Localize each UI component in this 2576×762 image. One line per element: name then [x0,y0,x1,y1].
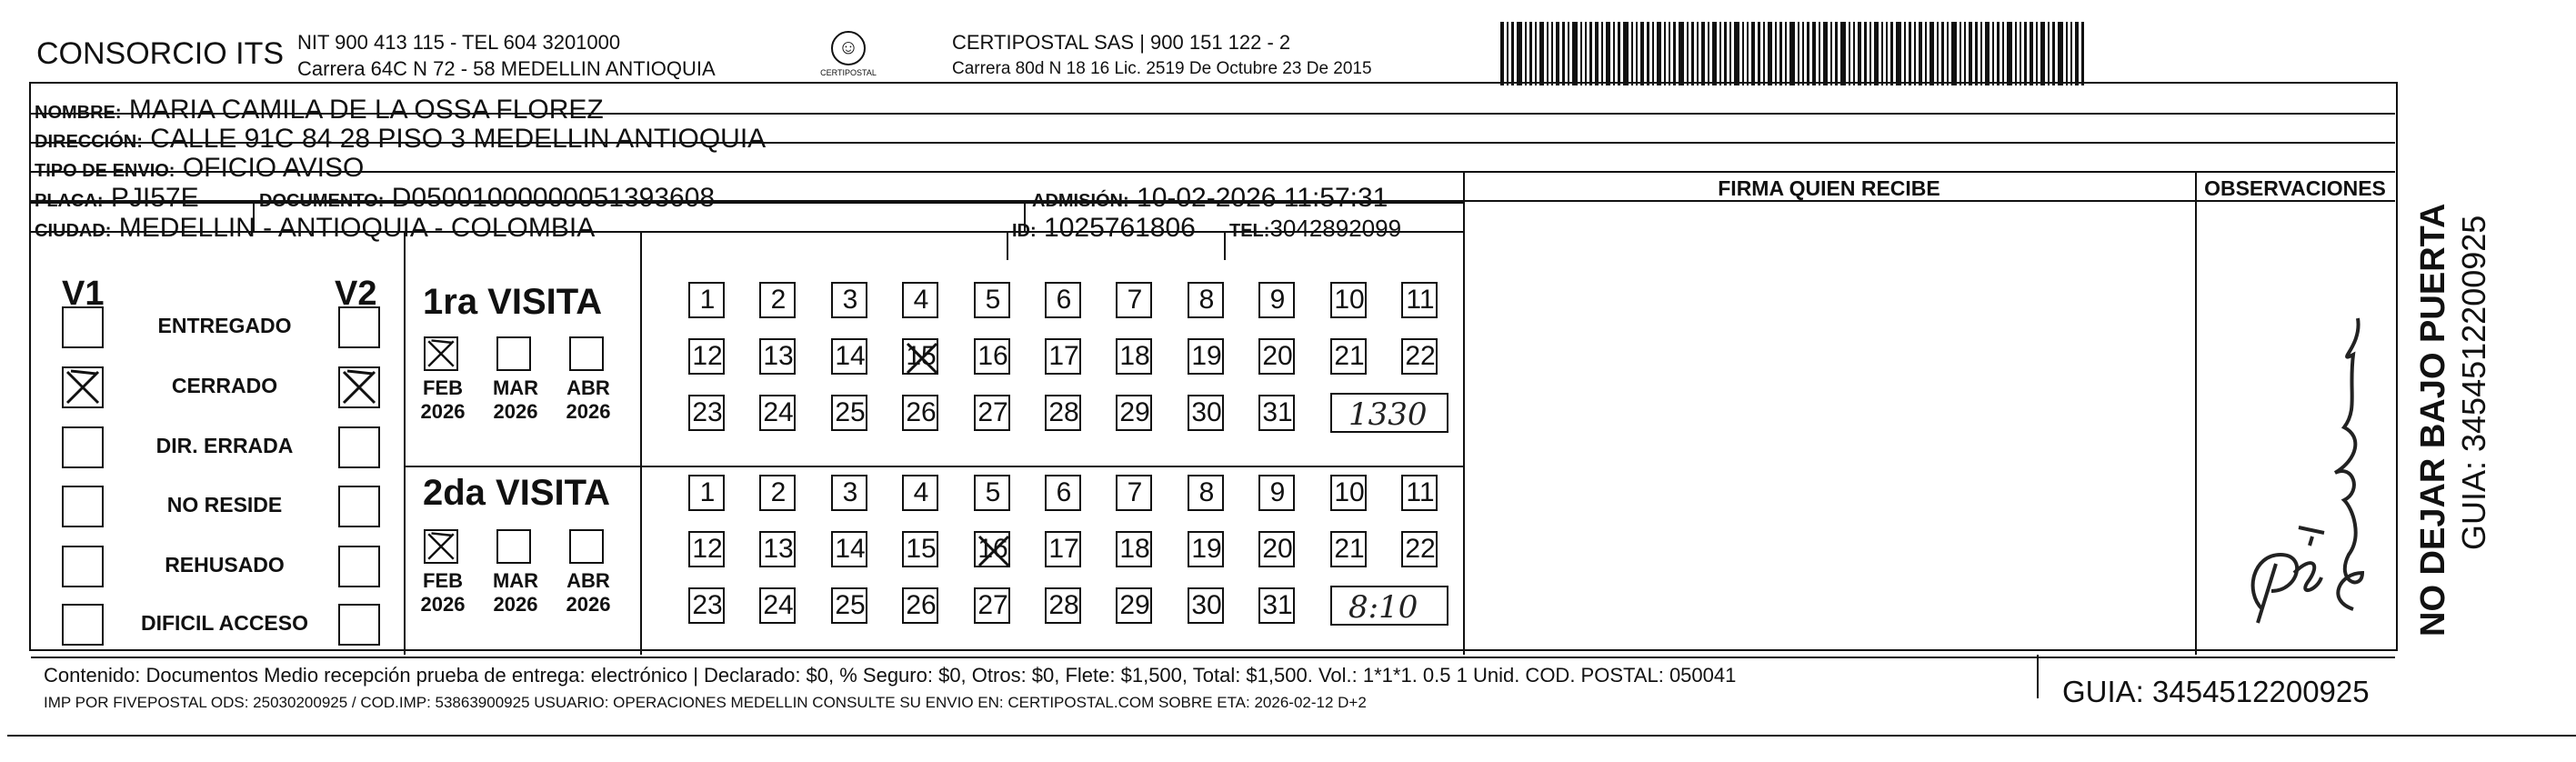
day-box[interactable]: 24 [759,587,796,624]
day-box[interactable]: 8 [1188,475,1224,511]
barcode-bar [1789,22,1795,85]
barcode-bar [1734,22,1739,85]
barcode-bar [1701,22,1705,85]
nombre-value: MARIA CAMILA DE LA OSSA FLOREZ [128,95,604,125]
barcode-bar [1747,22,1749,85]
month-label: FEB 2026 [420,376,466,423]
day-box[interactable]: 29 [1116,395,1152,431]
day-box[interactable]: 23 [688,587,725,624]
certipostal-logo [807,31,889,77]
day-box[interactable]: 8 [1188,282,1224,318]
logo-icon: ☺ [831,31,866,65]
status-label: NO RESIDE [166,493,283,516]
barcode-bar [1992,22,1994,85]
documento-field [259,185,715,215]
day-box[interactable]: 27 [974,395,1010,431]
barcode-bar [1874,22,1879,85]
barcode-bar [1631,22,1633,85]
tel-label: TEL: [1229,221,1270,241]
day-mark-icon [976,533,1012,569]
barcode-bar [2058,22,2063,85]
day-box[interactable]: 13 [759,531,796,567]
barcode-bar [2075,22,2079,85]
status-label: ENTREGADO [157,314,292,337]
barcode-bar [1798,22,1799,85]
barcode-bar [1985,22,1990,85]
company-info [297,29,716,82]
direccion-value: CALLE 91C 84 28 PISO 3 MEDELLIN ANTIOQUIA [150,124,767,154]
day-mark-icon [904,340,940,376]
barcode-bar [1580,22,1582,85]
day-box[interactable]: 9 [1258,475,1295,511]
barcode-bar [1673,22,1676,85]
barcode-bar [1819,22,1820,85]
barcode-bar [2002,22,2004,85]
day-box[interactable]: 12 [688,338,725,375]
day-box[interactable]: 4 [902,475,938,511]
day-box[interactable]: 28 [1045,395,1081,431]
logo-text: CERTIPOSTAL [820,68,877,77]
day-box[interactable]: 9 [1258,282,1295,318]
barcode-bar [1613,22,1615,85]
day-box[interactable]: 1 [688,282,725,318]
day-box[interactable]: 12 [688,531,725,567]
barcode-bar [1652,22,1654,85]
day-box[interactable]: 28 [1045,587,1081,624]
day-box[interactable]: 15 [902,531,938,567]
v1-checkbox-dir-errada[interactable] [62,426,104,468]
day-box[interactable]: 25 [831,395,867,431]
id-field [1012,215,1196,245]
day-box[interactable]: 2 [759,282,796,318]
barcode-bar [1864,22,1867,85]
tipo-envio-value: OFICIO AVISO [182,153,365,183]
month-checkbox-abr[interactable] [569,529,604,564]
day-box[interactable]: 3 [831,475,867,511]
v2-checkbox-rehusado[interactable] [338,546,380,587]
barcode-bar [1785,22,1787,85]
day-box[interactable]: 19 [1188,338,1224,375]
barcode-bar [1572,22,1578,85]
barcode-bar [1568,22,1569,85]
firma-header: FIRMA QUIEN RECIBE [1718,176,1940,200]
barcode-bar [1589,22,1592,85]
company-address: Carrera 64C N 72 - 58 MEDELLIN ANTIOQUIA [297,57,716,80]
barcode-bar [1724,22,1727,85]
day-box[interactable]: 24 [759,395,796,431]
barcode-bar [1951,22,1957,85]
day-box[interactable]: 18 [1116,531,1152,567]
footer-guia: GUIA: 3454512200925 [2062,675,2370,708]
day-box[interactable]: 7 [1116,475,1152,511]
barcode-bar [2081,22,2084,85]
barcode-bar [1869,22,1871,85]
barcode-bar [1858,22,1861,85]
barcode-bar [1937,22,1939,85]
documento-value: D05001000000051393608 [391,183,716,213]
courier-address: Carrera 80d N 18 16 Lic. 2519 De Octubre 23 De 2015 [952,59,1372,78]
ciudad-field [35,215,595,245]
month-label: MAR 2026 [492,569,539,616]
barcode-bar [1517,22,1522,85]
nombre-label: NOMBRE: [35,103,122,123]
courier-info [952,29,1372,82]
barcode-bar [2040,22,2045,85]
barcode-bar [1758,22,1760,85]
barcode-bar [1729,22,1731,85]
barcode-bar [2066,22,2068,85]
barcode-bar [1853,22,1855,85]
day-box[interactable]: 21 [1330,531,1367,567]
barcode-bar [1840,22,1846,85]
day-box[interactable]: 31 [1258,587,1295,624]
day-box[interactable]: 5 [974,282,1010,318]
barcode-bar [1708,22,1709,85]
barcode-bar [1919,22,1922,85]
barcode-bar [1669,22,1670,85]
barcode-bar [1551,22,1553,85]
barcode-bar [1807,22,1809,85]
day-box[interactable]: 7 [1116,282,1152,318]
day-box[interactable]: 17 [1045,338,1081,375]
barcode-bar [1980,22,1982,85]
day-box[interactable]: 31 [1258,395,1295,431]
barcode-bar [1904,22,1906,85]
day-box[interactable]: 30 [1188,395,1224,431]
barcode-bar [1929,22,1934,85]
barcode-bar [1500,22,1504,85]
barcode-bar [1556,22,1559,85]
barcode-bar [1914,22,1916,85]
status-label: DIFICIL ACCESO [140,611,308,635]
barcode-bar [1606,22,1610,85]
month-label: ABR 2026 [566,569,611,616]
barcode-bar [2030,22,2033,85]
id-label: ID: [1012,221,1037,241]
day-box[interactable]: 26 [902,395,938,431]
company-name: CONSORCIO ITS [36,36,285,71]
barcode-bar [1742,22,1744,85]
barcode-bar [1623,22,1629,85]
barcode-bar [1712,22,1717,85]
side-guia: GUIA: 3454512200925 [2455,215,2492,550]
day-box[interactable]: 15 [902,338,938,375]
month-label: FEB 2026 [420,569,466,616]
day-box[interactable]: 26 [902,587,938,624]
barcode-bar [1812,22,1816,85]
day-box[interactable]: 19 [1188,531,1224,567]
ciudad-value: MEDELLIN - ANTIOQUIA - COLOMBIA [118,213,596,243]
barcode-bar [1941,22,1944,85]
barcode-bar [1947,22,1949,85]
handwritten-time-box[interactable] [1330,586,1448,626]
barcode-bar [1881,22,1883,85]
barcode-bar [1511,22,1514,85]
barcode-bar [1664,22,1666,85]
day-box[interactable]: 18 [1116,338,1152,375]
barcode-bar [1539,22,1544,85]
v1-checkbox-entregado[interactable] [62,306,104,348]
day-box[interactable]: 22 [1401,338,1438,375]
day-box[interactable]: 29 [1116,587,1152,624]
v2-checkbox-cerrado[interactable] [338,366,380,408]
day-box[interactable]: 22 [1401,531,1438,567]
admision-field [1032,185,1388,215]
v2-title: V2 [335,275,377,313]
day-box[interactable]: 23 [688,395,725,431]
day-box[interactable]: 6 [1045,282,1081,318]
barcode-bar [1719,22,1721,85]
barcode-bar [1909,22,1911,85]
barcode-bar [1802,22,1804,85]
barcode-bar [1925,22,1927,85]
day-box[interactable]: 16 [974,531,1010,567]
v1-checkbox-rehusado[interactable] [62,546,104,587]
barcode-bar [2052,22,2055,85]
tipo-envio-label: TIPO DE ENVIO: [35,161,175,181]
v2-checkbox-dificil-acceso[interactable] [338,604,380,646]
day-box[interactable]: 27 [974,587,1010,624]
id-value: 1025761806 [1044,213,1196,243]
barcode-bar [1964,22,1966,85]
barcode-bar [1525,22,1527,85]
day-box[interactable]: 4 [902,282,938,318]
placa-label: PLACA: [35,191,104,211]
barcode-bar [1636,22,1638,85]
barcode-bar [1768,22,1772,85]
barcode-bar [1647,22,1649,85]
day-box[interactable]: 14 [831,531,867,567]
month-checkbox-mar[interactable] [496,336,531,371]
barcode-bar [1657,22,1661,85]
barcode-bar [2007,22,2012,85]
visit2-title: 2da VISITA [423,473,610,513]
observacion-signature [2226,264,2381,627]
v1-checkbox-no-reside[interactable] [62,486,104,527]
day-box[interactable]: 20 [1258,531,1295,567]
barcode-bar [1691,22,1694,85]
barcode-bar [1640,22,1644,85]
admision-value: 10-02-2026 11:57:31 [1137,183,1388,213]
day-box[interactable]: 5 [974,475,1010,511]
status-label: CERRADO [171,374,278,397]
barcode-bar [1896,22,1901,85]
v1-checkbox-dificil-acceso[interactable] [62,604,104,646]
handwritten-time-box[interactable] [1330,393,1448,433]
barcode-bar [1535,22,1537,85]
ciudad-label: CIUDAD: [35,221,112,241]
v2-checkbox-no-reside[interactable] [338,486,380,527]
status-label: DIR. ERRADA [155,434,294,457]
barcode-bar [1960,22,1961,85]
admision-label: ADMISIÓN: [1032,191,1129,211]
day-box[interactable]: 11 [1401,282,1438,318]
footer-print-info: IMP POR FIVEPOSTAL ODS: 25030200925 / COD.IMP: 53863900925 USUARIO: OPERACIONES MEDELLIN CONSULTE SU ENVIO EN: CERTIPOSTAL.COM SOBRE ETA: 2026-02-12 D+2 [44,694,1367,711]
placa-field [35,185,199,215]
month-checkbox-mar[interactable] [496,529,531,564]
barcode-bar [2024,22,2027,85]
barcode-bar [1687,22,1689,85]
barcode-bar [1835,22,1838,85]
v2-checkbox-dir-errada[interactable] [338,426,380,468]
barcode-bar [1890,22,1893,85]
barcode-bar [1830,22,1832,85]
v1-checkbox-cerrado[interactable] [62,366,104,408]
barcode-bar [1507,22,1509,85]
day-box[interactable]: 11 [1401,475,1438,511]
day-box[interactable]: 1 [688,475,725,511]
barcode-bar [1547,22,1549,85]
day-box[interactable]: 20 [1258,338,1295,375]
barcode-bar [1529,22,1532,85]
barcode-bar [1763,22,1765,85]
barcode-bar [1975,22,1978,85]
day-box[interactable]: 13 [759,338,796,375]
day-box[interactable]: 16 [974,338,1010,375]
day-box[interactable]: 6 [1045,475,1081,511]
day-box[interactable]: 3 [831,282,867,318]
day-box[interactable]: 21 [1330,338,1367,375]
day-box[interactable]: 30 [1188,587,1224,624]
tel-field [1229,215,1401,245]
observaciones-header: OBSERVACIONES [2204,176,2386,200]
handwritten-time: 8:10 [1348,589,1418,626]
tipo-envio-field [35,155,364,185]
barcode-bar [1697,22,1699,85]
barcode-bar [1562,22,1565,85]
barcode-bar [1601,22,1603,85]
barcode-bar [1679,22,1684,85]
barcode-bar [2048,22,2050,85]
barcode [1500,22,2178,85]
v1-title: V1 [62,275,105,313]
day-box[interactable]: 14 [831,338,867,375]
day-box[interactable]: 10 [1330,475,1367,511]
bottom-border [7,735,2576,737]
month-checkbox-feb[interactable] [424,336,458,371]
placa-value: PJI57E [110,183,199,213]
day-box[interactable]: 10 [1330,282,1367,318]
day-box[interactable]: 17 [1045,531,1081,567]
direccion-field [35,125,766,155]
barcode-bar [2015,22,2017,85]
month-checkbox-feb[interactable] [424,529,458,564]
visit1-title: 1ra VISITA [423,282,603,322]
day-box[interactable]: 2 [759,475,796,511]
barcode-bar [1849,22,1850,85]
barcode-bar [2070,22,2072,85]
barcode-bar [1779,22,1782,85]
barcode-bar [1585,22,1587,85]
barcode-bar [2020,22,2021,85]
barcode-bar [1751,22,1755,85]
barcode-bar [1775,22,1777,85]
month-checkbox-abr[interactable] [569,336,604,371]
barcode-bar [1886,22,1888,85]
handwritten-time: 1330 [1348,396,1428,433]
barcode-bar [1997,22,2000,85]
tel-value: 3042892099 [1269,215,1402,242]
barcode-bar [2036,22,2038,85]
day-box[interactable]: 25 [831,587,867,624]
barcode-bar [1823,22,1828,85]
month-label: ABR 2026 [566,376,611,423]
footer-contents: Contenido: Documentos Medio recepción prueba de entrega: electrónico | Declarado: $0, % Seguro: $0, Otros: $0, Flete: $1,500, Total: $1,500. Vol.: 1*1*1. 0.5 1 Unid. COD. POSTAL: 050041 [44,664,1737,687]
nombre-field [35,96,604,126]
courier-nit: CERTIPOSTAL SAS | 900 151 122 - 2 [952,31,1291,54]
barcode-bar [1618,22,1620,85]
barcode-bar [1595,22,1599,85]
side-warning: NO DEJAR BAJO PUERTA [2414,203,2452,637]
documento-label: DOCUMENTO: [259,191,385,211]
month-label: MAR 2026 [492,376,539,423]
direccion-label: DIRECCIÓN: [35,132,143,152]
company-nit: NIT 900 413 115 - TEL 604 3201000 [297,31,621,54]
v2-checkbox-entregado[interactable] [338,306,380,348]
status-label: REHUSADO [165,553,285,577]
barcode-bar [1969,22,1972,85]
